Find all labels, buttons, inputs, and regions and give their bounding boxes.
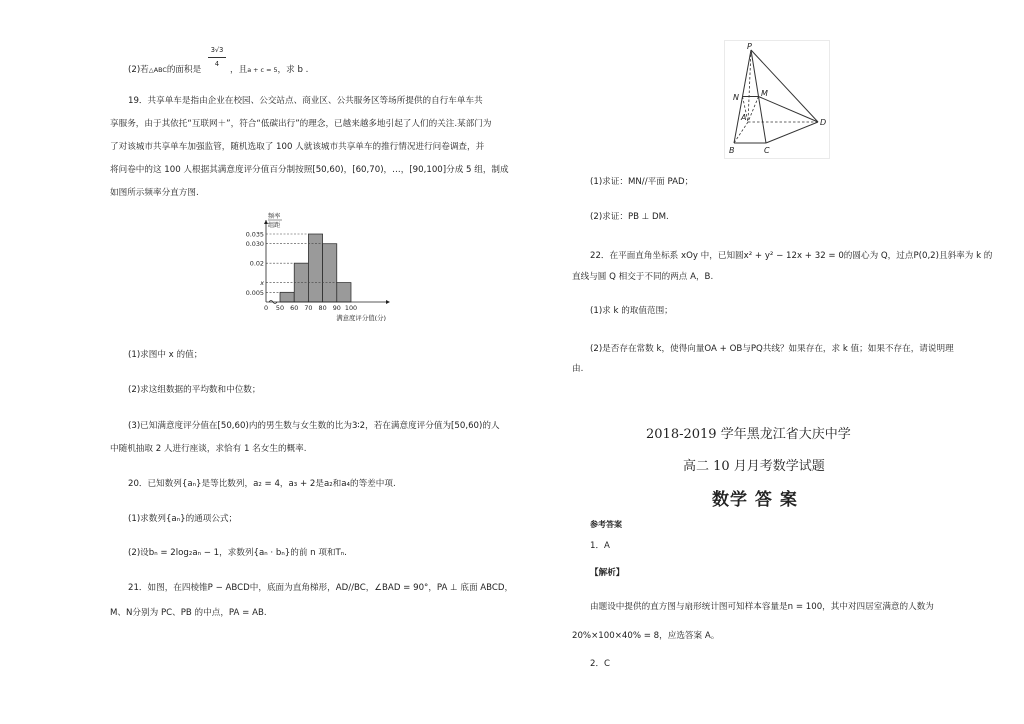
x-tick-label-3: 70 xyxy=(304,304,313,312)
x-tick-label-2: 60 xyxy=(290,304,299,312)
label-C: C xyxy=(764,146,770,155)
frequency-histogram xyxy=(236,210,396,330)
label-D: D xyxy=(820,118,827,127)
x-tick-label-0: 0 xyxy=(263,304,269,312)
q20-sub2: (2)设bₙ = 2log₂aₙ − 1，求数列{aₙ · bₙ}的前 n 项和Tₙ. xyxy=(128,548,347,558)
figure-frame xyxy=(725,41,830,159)
y-tick-label-2: 0.02 xyxy=(249,259,264,268)
q19-sub3-line1: (3)已知满意度评分值在[50,60)内的男生数与女生数的比为3∶2，若在满意度评分值为[50,60)的人 xyxy=(128,421,500,431)
y-tick-label-1: 0.030 xyxy=(245,240,264,249)
answer-title: 数学 答 案 xyxy=(712,490,798,510)
q19-line-2: 享服务，由于其依托“互联网＋”，符合“低碳出行”的理念，已越来越多地引起了人们的关注.某部门为 xyxy=(110,119,492,129)
segment-MD xyxy=(759,97,819,123)
edge-CD xyxy=(766,122,818,143)
q19-line-5: 如图所示频率分直方图. xyxy=(110,188,199,198)
q21-sub2: (2)求证：PB ⊥ DM. xyxy=(590,212,669,222)
y-tick-label-0: 0.035 xyxy=(245,230,264,239)
q18-fraction-bar xyxy=(208,57,226,58)
label-P: P xyxy=(747,42,752,51)
q19-sub3-line2: 中随机抽取 2 人进行座谈，求恰有 1 名女生的概率. xyxy=(110,444,307,454)
q18-prefix: (2)若 xyxy=(128,65,149,75)
segment-MA xyxy=(748,97,759,123)
q19-line-4: 将问卷中的这 100 人根据其满意度评分值百分制按照[50,60)，[60,70)，…，[90,100]分成 5 组，制成 xyxy=(110,165,509,175)
q21-line-1: 21．如图，在四棱锥P − ABCD中，底面为直角梯形，AD//BC，∠BAD = 90°，PA ⊥ 底面 ABCD， xyxy=(128,583,514,593)
y-tick-label-4: 0.005 xyxy=(245,288,264,297)
answer-1: 1．A xyxy=(590,541,610,551)
histogram-bar-4 xyxy=(337,283,351,302)
answers-heading: 参考答案 xyxy=(590,520,622,529)
label-A: A xyxy=(741,113,747,122)
x-tick-label-1: 50 xyxy=(275,304,285,312)
q18-sep: ，且 xyxy=(230,65,248,75)
q18-triangle: △ABC xyxy=(148,66,167,74)
q22-line-1: 22．在平面直角坐标系 xOy 中，已知圆x² + y² − 12x + 32 = 0的圆心为 Q，过点P(0,2)且斜率为 k 的 xyxy=(590,251,993,261)
y-axis-label-top: 频率 xyxy=(268,213,281,220)
q19-sub1: (1)求图中 x 的值； xyxy=(128,350,203,360)
answer-2: 2．C xyxy=(590,659,611,669)
pyramid-figure xyxy=(724,40,830,160)
school-title: 2018-2019 学年黑龙江省大庆中学 xyxy=(646,427,851,442)
label-M: M xyxy=(761,89,768,98)
q22-sub1: (1)求 k 的取值范围； xyxy=(590,306,673,316)
x-axis-label: 满意度评分值(分) xyxy=(336,314,386,322)
q22-sub2-line1: (2)是否存在常数 k，使得向量OA + OB与PQ共线？如果存在，求 k 值；如果不存在，请说明理 xyxy=(590,344,954,354)
answer-1-explanation-1: 由题设中提供的直方图与扇形统计图可知样本容量是n = 100，其中对四居室满意的人数为 xyxy=(590,602,934,612)
q18-area-text: 的面积是 xyxy=(166,65,202,75)
q18-ask: ，求 b . xyxy=(277,65,309,75)
label-B: B xyxy=(729,146,735,155)
x-tick-label-4: 80 xyxy=(318,304,327,312)
x-tick-label-5: 90 xyxy=(332,304,341,312)
label-N: N xyxy=(733,93,739,102)
x-tick-label-6: 100 xyxy=(344,304,358,312)
histogram-bar-3 xyxy=(323,244,337,302)
x-axis-arrow xyxy=(386,300,390,304)
q19-line-1: 19．共享单车是指由企业在校园、公交站点、商业区、公共服务区等场所提供的自行车单车共 xyxy=(128,96,483,106)
q18-condition: a + c = 5 xyxy=(247,66,278,74)
q21-sub1: (1)求证：MN//平面 PAD； xyxy=(590,177,694,187)
q20-sub1: (1)求数列{aₙ}的通项公式； xyxy=(128,514,238,524)
histogram-bar-2 xyxy=(308,234,322,302)
q22-line-2: 直线与圆 Q 相交于不同的两点 A，B. xyxy=(572,272,714,282)
q19-sub2: (2)求这组数据的平均数和中位数； xyxy=(128,385,261,395)
q22-sub2-line2: 由. xyxy=(572,364,584,374)
q18-fraction-denominator: 4 xyxy=(214,60,220,68)
q19-line-3: 了对该城市共享单车加强监管，随机选取了 100 人就该城市共享单车的推行情况进行问卷调查，并 xyxy=(110,142,485,152)
analysis-tag: 【解析】 xyxy=(590,568,625,578)
histogram-bar-0 xyxy=(280,292,294,302)
answer-1-explanation-2: 20%×100×40% = 8，应选答案 A。 xyxy=(572,631,720,641)
y-tick-label-3: x xyxy=(260,279,264,288)
q21-line-2: M、N分别为 PC、PB 的中点，PA = AB. xyxy=(110,608,267,618)
y-axis-label-bottom: 组距 xyxy=(268,222,281,229)
exam-title: 高二 10 月月考数学试题 xyxy=(683,459,825,474)
q18-fraction-numerator: 3√3 xyxy=(210,46,224,54)
q20-stem: 20．已知数列{aₙ}是等比数列，a₂ = 4，a₃ + 2是a₂和a₄的等差中项. xyxy=(128,479,396,489)
